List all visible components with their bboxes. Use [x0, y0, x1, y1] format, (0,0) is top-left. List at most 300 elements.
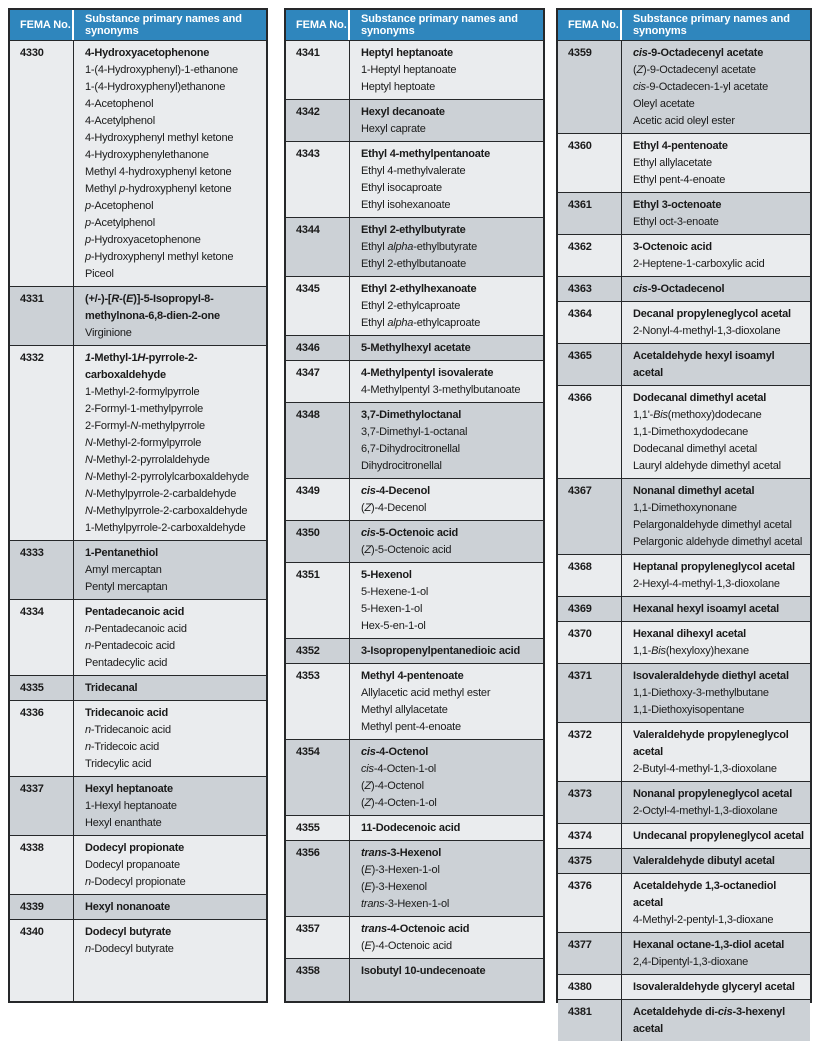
table-row — [558, 133, 810, 192]
synonym-name: 6,7-Dihydrocitronellal — [361, 443, 460, 455]
fema-no-cell: 4341 — [286, 41, 350, 99]
fema-no-cell: 4336 — [10, 701, 74, 776]
synonym-name: Ethyl oct-3-enoate — [633, 216, 719, 228]
table-row — [558, 848, 810, 873]
fema-no-cell: 4339 — [10, 895, 74, 919]
table-row — [286, 141, 543, 217]
substance-names-cell — [622, 975, 810, 999]
substance-names-cell — [622, 193, 810, 234]
synonym-name: Ethyl isocaproate — [361, 182, 442, 194]
substance-names-cell — [74, 920, 266, 1001]
fema-no-cell: 4331 — [10, 287, 74, 345]
fema-no-cell: 4334 — [10, 600, 74, 675]
fema-no-cell: 4333 — [10, 541, 74, 599]
primary-substance-name: Hexyl nonanoate — [85, 901, 171, 913]
table-row — [286, 402, 543, 478]
table-header-row — [558, 10, 810, 40]
table-row — [558, 663, 810, 722]
table-row — [558, 478, 810, 554]
fema-no-cell: 4351 — [286, 563, 350, 638]
synonym-name: Pelargonaldehyde dimethyl acetal — [633, 519, 792, 531]
primary-substance-name: 5-Hexenol — [361, 569, 412, 581]
synonym-name: Methyl allylacetate — [361, 704, 448, 716]
synonym-name: 2-Heptene-1-carboxylic acid — [633, 258, 765, 270]
fema-no-cell: 4373 — [558, 782, 622, 823]
primary-substance-name: (+/-)-[R-(E)]-5-Isopropyl-8-methylnona-6,8-dien-2-one — [85, 293, 220, 322]
substance-names-cell — [350, 740, 543, 815]
table-row — [558, 40, 810, 133]
synonym-name: 1-Methyl-2-formylpyrrole — [85, 386, 200, 398]
synonym-name: Pentyl mercaptan — [85, 581, 168, 593]
table-row — [286, 40, 543, 99]
table-row — [286, 739, 543, 815]
synonym-name: 4-Hydroxyphenylethanone — [85, 149, 209, 161]
primary-substance-name: Ethyl 2-ethylhexanoate — [361, 283, 477, 295]
fema-no-cell: 4347 — [286, 361, 350, 402]
primary-substance-name: Tridecanoic acid — [85, 707, 169, 719]
substance-names-cell — [622, 782, 810, 823]
fema-no-cell: 4356 — [286, 841, 350, 916]
table-row — [558, 781, 810, 823]
synonym-name: 2-Butyl-4-methyl-1,3-dioxolane — [633, 763, 777, 775]
synonym-name: (Z)-4-Decenol — [361, 502, 427, 514]
table-header-row — [286, 10, 543, 40]
synonym-name: 1,1-Dimethoxynonane — [633, 502, 737, 514]
fema-no-cell: 4377 — [558, 933, 622, 974]
primary-substance-name: Methyl 4-pentenoate — [361, 670, 464, 682]
primary-substance-name: Hexanal dihexyl acetal — [633, 628, 746, 640]
substance-names-cell — [350, 816, 543, 840]
substance-names-cell — [350, 639, 543, 663]
table-row — [10, 40, 266, 286]
table-row — [558, 722, 810, 781]
primary-substance-name: Pentadecanoic acid — [85, 606, 185, 618]
substance-names-cell — [622, 664, 810, 722]
synonym-name: (E)-4-Octenoic acid — [361, 940, 452, 952]
substance-names-cell — [622, 622, 810, 663]
table-row — [10, 675, 266, 700]
synonym-name: Allylacetic acid methyl ester — [361, 687, 491, 699]
primary-substance-name: Heptanal propyleneglycol acetal — [633, 561, 795, 573]
primary-substance-name: trans-4-Octenoic acid — [361, 923, 470, 935]
substance-names-cell — [350, 41, 543, 99]
fema-no-cell: 4354 — [286, 740, 350, 815]
fema-no-cell: 4370 — [558, 622, 622, 663]
synonym-name: Amyl mercaptan — [85, 564, 162, 576]
substance-names-cell — [622, 597, 810, 621]
substance-names-cell — [74, 701, 266, 776]
synonym-name: trans-3-Hexen-1-ol — [361, 898, 450, 910]
primary-substance-name: Valeraldehyde dibutyl acetal — [633, 855, 775, 867]
substance-names-cell — [350, 479, 543, 520]
fema-table-column-2 — [284, 8, 545, 1003]
fema-no-cell: 4358 — [286, 959, 350, 1001]
substance-names-cell — [350, 841, 543, 916]
substance-names-cell — [622, 723, 810, 781]
fema-table-column-3 — [556, 8, 812, 1035]
primary-substance-name: Hexyl decanoate — [361, 106, 445, 118]
table-row — [558, 301, 810, 343]
substance-names-cell — [350, 277, 543, 335]
table-row — [286, 478, 543, 520]
fema-no-cell: 4330 — [10, 41, 74, 286]
fema-no-cell: 4345 — [286, 277, 350, 335]
synonym-name: n-Dodecyl butyrate — [85, 943, 174, 955]
primary-substance-name: cis-4-Octenol — [361, 746, 429, 758]
primary-substance-name: Decanal propyleneglycol acetal — [633, 308, 791, 320]
substance-names-cell — [622, 302, 810, 343]
primary-substance-name: Isovaleraldehyde glyceryl acetal — [633, 981, 795, 993]
substance-names-cell — [622, 874, 810, 932]
fema-no-cell: 4365 — [558, 344, 622, 385]
substance-names-cell — [622, 277, 810, 301]
synonym-name: Hexyl enanthate — [85, 817, 162, 829]
synonym-name: 2-Formyl-1-methylpyrrole — [85, 403, 204, 415]
synonym-name: Hexyl caprate — [361, 123, 426, 135]
table-row — [286, 360, 543, 402]
table-row — [10, 540, 266, 599]
fema-no-cell: 4335 — [10, 676, 74, 700]
table-row — [286, 335, 543, 360]
fema-no-cell: 4369 — [558, 597, 622, 621]
synonym-name: 1,1-Dimethoxydodecane — [633, 426, 749, 438]
primary-substance-name: Dodecyl propionate — [85, 842, 185, 854]
synonym-name: p-Acetylphenol — [85, 217, 155, 229]
synonym-name: Tridecylic acid — [85, 758, 152, 770]
table-body — [286, 40, 543, 1001]
substance-names-cell — [622, 386, 810, 478]
synonym-name: 1,1'-Bis(methoxy)dodecane — [633, 409, 762, 421]
synonym-name: 2-Nonyl-4-methyl-1,3-dioxolane — [633, 325, 781, 337]
table-row — [286, 815, 543, 840]
synonym-name: (E)-3-Hexen-1-ol — [361, 864, 440, 876]
synonym-name: 1-Methylpyrrole-2-carboxaldehyde — [85, 522, 246, 534]
table-row — [558, 192, 810, 234]
table-row — [286, 958, 543, 1001]
substance-names-cell — [622, 933, 810, 974]
table-row — [10, 835, 266, 894]
primary-substance-name: Tridecanal — [85, 682, 138, 694]
synonym-name: (Z)-5-Octenoic acid — [361, 544, 452, 556]
synonym-name: 2-Octyl-4-methyl-1,3-dioxolane — [633, 805, 778, 817]
substance-names-cell — [74, 676, 266, 700]
substance-names-cell — [622, 41, 810, 133]
substance-names-cell — [350, 403, 543, 478]
primary-substance-name: Hexanal octane-1,3-diol acetal — [633, 939, 785, 951]
substance-names-cell — [74, 287, 266, 345]
synonym-name: N-Methylpyrrole-2-carbaldehyde — [85, 488, 237, 500]
synonym-name: Ethyl 2-ethylbutanoate — [361, 258, 467, 270]
primary-substance-name: Hexyl heptanoate — [85, 783, 173, 795]
substance-names-cell — [622, 134, 810, 192]
fema-no-cell: 4380 — [558, 975, 622, 999]
synonym-name: Hex-5-en-1-ol — [361, 620, 426, 632]
synonym-name: n-Tridecoic acid — [85, 741, 160, 753]
fema-no-cell: 4372 — [558, 723, 622, 781]
synonym-name: (Z)-4-Octenol — [361, 780, 424, 792]
substance-names-cell — [74, 836, 266, 894]
synonym-name: p-Hydroxyphenyl methyl ketone — [85, 251, 234, 263]
substance-column-header: Substance primary names and synonyms — [361, 13, 518, 37]
table-row — [286, 840, 543, 916]
substance-names-cell — [350, 218, 543, 276]
synonym-name: Methyl pent-4-enoate — [361, 721, 461, 733]
synonym-name: 2-Formyl-N-methylpyrrole — [85, 420, 205, 432]
synonym-name: Pentadecylic acid — [85, 657, 168, 669]
fema-no-cell: 4340 — [10, 920, 74, 1001]
synonym-name: Oleyl acetate — [633, 98, 695, 110]
synonym-name: Ethyl 2-ethylcaproate — [361, 300, 461, 312]
table-row — [10, 700, 266, 776]
table-row — [558, 621, 810, 663]
substance-column-header: Substance primary names and synonyms — [85, 13, 242, 37]
synonym-name: 4-Methylpentyl 3-methylbutanoate — [361, 384, 521, 396]
synonym-name: n-Pentadecanoic acid — [85, 623, 187, 635]
substance-names-cell — [74, 777, 266, 835]
synonym-name: 1,1-Diethoxyisopentane — [633, 704, 745, 716]
synonym-name: Ethyl alpha-ethylcaproate — [361, 317, 481, 329]
primary-substance-name: Dodecyl butyrate — [85, 926, 172, 938]
synonym-name: Ethyl allylacetate — [633, 157, 712, 169]
primary-substance-name: Heptyl heptanoate — [361, 47, 453, 59]
synonym-name: Ethyl pent-4-enoate — [633, 174, 726, 186]
fema-no-cell: 4376 — [558, 874, 622, 932]
primary-substance-name: cis-9-Octadecenyl acetate — [633, 47, 764, 59]
synonym-name: (Z)-4-Octen-1-ol — [361, 797, 437, 809]
table-row — [558, 234, 810, 276]
synonym-name: 2,4-Dipentyl-1,3-dioxane — [633, 956, 749, 968]
table-row — [10, 894, 266, 919]
synonym-name: Piceol — [85, 268, 114, 280]
substance-names-cell — [74, 895, 266, 919]
synonym-name: N-Methyl-2-pyrrolylcarboxaldehyde — [85, 471, 249, 483]
primary-substance-name: trans-3-Hexenol — [361, 847, 442, 859]
synonym-name: (E)-3-Hexenol — [361, 881, 427, 893]
fema-no-cell: 4364 — [558, 302, 622, 343]
substance-names-cell — [350, 917, 543, 958]
synonym-name: cis-4-Octen-1-ol — [361, 763, 437, 775]
table-body — [558, 40, 810, 1041]
table-row — [558, 385, 810, 478]
primary-substance-name: 3-Isopropenylpentanedioic acid — [361, 645, 521, 657]
primary-substance-name: Acetaldehyde 1,3-octanediol acetal — [633, 880, 777, 909]
table-row — [286, 638, 543, 663]
table-row — [558, 596, 810, 621]
table-row — [10, 286, 266, 345]
fema-no-cell: 4359 — [558, 41, 622, 133]
synonym-name: 1,1-Diethoxy-3-methylbutane — [633, 687, 769, 699]
table-row — [286, 520, 543, 562]
synonym-name: 1-Hexyl heptanoate — [85, 800, 177, 812]
substance-names-cell — [350, 959, 543, 1001]
primary-substance-name: 4-Hydroxyacetophenone — [85, 47, 210, 59]
synonym-name: 1-(4-Hydroxyphenyl)ethanone — [85, 81, 226, 93]
primary-substance-name: 3-Octenoic acid — [633, 241, 712, 253]
primary-substance-name: 5-Methylhexyl acetate — [361, 342, 471, 354]
synonym-name: N-Methyl-2-formylpyrrole — [85, 437, 202, 449]
synonym-name: Ethyl isohexanoate — [361, 199, 451, 211]
table-row — [286, 276, 543, 335]
fema-no-cell: 4337 — [10, 777, 74, 835]
synonym-name: Heptyl heptoate — [361, 81, 436, 93]
fema-no-cell: 4375 — [558, 849, 622, 873]
primary-substance-name: Hexanal hexyl isoamyl acetal — [633, 603, 780, 615]
table-row — [286, 99, 543, 141]
fema-no-cell: 4361 — [558, 193, 622, 234]
synonym-name: 1-(4-Hydroxyphenyl)-1-ethanone — [85, 64, 238, 76]
synonym-name: Dodecyl propanoate — [85, 859, 180, 871]
fema-table-column-1 — [8, 8, 268, 1003]
substance-names-cell — [350, 563, 543, 638]
synonym-name: N-Methylpyrrole-2-carboxaldehyde — [85, 505, 248, 517]
fema-no-cell: 4368 — [558, 555, 622, 596]
fema-no-cell: 4344 — [286, 218, 350, 276]
table-row — [286, 562, 543, 638]
substance-names-cell — [350, 336, 543, 360]
synonym-name: 4-Acetophenol — [85, 98, 154, 110]
substance-names-cell — [350, 361, 543, 402]
synonym-name: 4-Hydroxyphenyl methyl ketone — [85, 132, 234, 144]
primary-substance-name: 3,7-Dimethyloctanal — [361, 409, 462, 421]
synonym-name: 5-Hexen-1-ol — [361, 603, 423, 615]
primary-substance-name: Ethyl 4-pentenoate — [633, 140, 728, 152]
primary-substance-name: 11-Dodecenoic acid — [361, 822, 461, 834]
primary-substance-name: Acetaldehyde hexyl isoamyl acetal — [633, 350, 775, 379]
table-row — [286, 916, 543, 958]
synonym-name: n-Pentadecoic acid — [85, 640, 175, 652]
table-row — [558, 276, 810, 301]
substance-names-cell — [622, 824, 810, 848]
fema-no-cell: 4367 — [558, 479, 622, 554]
table-row — [286, 217, 543, 276]
primary-substance-name: Valeraldehyde propyleneglycol acetal — [633, 729, 789, 758]
fema-no-column-header: FEMA No. — [286, 10, 350, 40]
primary-substance-name: 4-Methylpentyl isovalerate — [361, 367, 494, 379]
primary-substance-name: cis-9-Octadecenol — [633, 283, 725, 295]
synonym-name: 1,1-Bis(hexyloxy)hexane — [633, 645, 749, 657]
synonym-name: p-Hydroxyacetophenone — [85, 234, 201, 246]
substance-names-cell — [622, 849, 810, 873]
synonym-name: 3,7-Dimethyl-1-octanal — [361, 426, 468, 438]
primary-substance-name: 1-Pentanethiol — [85, 547, 158, 559]
substance-names-cell — [350, 521, 543, 562]
primary-substance-name: Ethyl 2-ethylbutyrate — [361, 224, 466, 236]
substance-names-cell — [622, 479, 810, 554]
fema-no-cell: 4362 — [558, 235, 622, 276]
synonym-name: Ethyl alpha-ethylbutyrate — [361, 241, 478, 253]
synonym-name: Methyl 4-hydroxyphenyl ketone — [85, 166, 232, 178]
fema-no-cell: 4366 — [558, 386, 622, 478]
substance-column-header: Substance primary names and synonyms — [633, 13, 790, 37]
synonym-name: Methyl p-hydroxyphenyl ketone — [85, 183, 232, 195]
substance-names-cell — [350, 664, 543, 739]
substance-names-cell — [622, 555, 810, 596]
primary-substance-name: Ethyl 3-octenoate — [633, 199, 722, 211]
table-row — [10, 919, 266, 1001]
table-row — [558, 343, 810, 385]
substance-names-cell — [74, 541, 266, 599]
table-row — [558, 554, 810, 596]
primary-substance-name: Undecanal propyleneglycol acetal — [633, 830, 804, 842]
fema-no-cell: 4352 — [286, 639, 350, 663]
table-body — [10, 40, 266, 1001]
synonym-name: cis-9-Octadecen-1-yl acetate — [633, 81, 769, 93]
table-row — [10, 599, 266, 675]
synonym-name: Dodecanal dimethyl acetal — [633, 443, 758, 455]
synonym-name: 4-Methyl-2-pentyl-1,3-dioxane — [633, 914, 774, 926]
synonym-name: 5-Hexene-1-ol — [361, 586, 429, 598]
fema-no-cell: 4355 — [286, 816, 350, 840]
synonym-name: 2-Hexyl-4-methyl-1,3-dioxolane — [633, 578, 780, 590]
fema-no-cell: 4346 — [286, 336, 350, 360]
synonym-name: p-Acetophenol — [85, 200, 154, 212]
synonym-name: n-Tridecanoic acid — [85, 724, 171, 736]
substance-names-cell — [622, 235, 810, 276]
synonym-name: 1-Heptyl heptanoate — [361, 64, 457, 76]
table-row — [558, 823, 810, 848]
fema-no-cell: 4381 — [558, 1000, 622, 1041]
fema-no-cell: 4343 — [286, 142, 350, 217]
fema-no-cell: 4371 — [558, 664, 622, 722]
table-row — [10, 345, 266, 540]
primary-substance-name: Nonanal dimethyl acetal — [633, 485, 755, 497]
substance-names-cell — [622, 344, 810, 385]
substance-names-cell — [74, 600, 266, 675]
table-row — [558, 999, 810, 1041]
table-row — [558, 974, 810, 999]
synonym-name: N-Methyl-2-pyrrolaldehyde — [85, 454, 210, 466]
fema-no-column-header: FEMA No. — [558, 10, 622, 40]
table-row — [10, 776, 266, 835]
synonym-name: Virginione — [85, 327, 132, 339]
primary-substance-name: cis-5-Octenoic acid — [361, 527, 459, 539]
fema-no-cell: 4349 — [286, 479, 350, 520]
fema-no-cell: 4342 — [286, 100, 350, 141]
synonym-name: (Z)-9-Octadecenyl acetate — [633, 64, 756, 76]
substance-names-cell — [74, 346, 266, 540]
substance-names-cell — [74, 41, 266, 286]
primary-substance-name: Acetaldehyde di-cis-3-hexenyl acetal — [633, 1006, 785, 1035]
fema-no-cell: 4338 — [10, 836, 74, 894]
fema-no-cell: 4357 — [286, 917, 350, 958]
primary-substance-name: 1-Methyl-1H-pyrrole-2-carboxaldehyde — [85, 352, 198, 381]
synonym-name: n-Dodecyl propionate — [85, 876, 186, 888]
primary-substance-name: Isovaleraldehyde diethyl acetal — [633, 670, 789, 682]
table-header-row — [10, 10, 266, 40]
fema-no-cell: 4353 — [286, 664, 350, 739]
fema-no-column-header: FEMA No. — [10, 10, 74, 40]
fema-no-cell: 4348 — [286, 403, 350, 478]
substance-names-cell — [622, 1000, 810, 1041]
synonym-name: Ethyl 4-methylvalerate — [361, 165, 466, 177]
fema-no-cell: 4374 — [558, 824, 622, 848]
primary-substance-name: cis-4-Decenol — [361, 485, 430, 497]
primary-substance-name: Ethyl 4-methylpentanoate — [361, 148, 491, 160]
fema-no-cell: 4360 — [558, 134, 622, 192]
synonym-name: Pelargonic aldehyde dimethyl acetal — [633, 536, 803, 548]
fema-no-cell: 4363 — [558, 277, 622, 301]
primary-substance-name: Dodecanal dimethyl acetal — [633, 392, 767, 404]
substance-names-cell — [350, 142, 543, 217]
fema-no-cell: 4332 — [10, 346, 74, 540]
primary-substance-name: Nonanal propyleneglycol acetal — [633, 788, 793, 800]
synonym-name: Dihydrocitronellal — [361, 460, 442, 472]
synonym-name: 4-Acetylphenol — [85, 115, 155, 127]
substance-names-cell — [350, 100, 543, 141]
table-row — [558, 932, 810, 974]
table-row — [286, 663, 543, 739]
synonym-name: Lauryl aldehyde dimethyl acetal — [633, 460, 781, 472]
